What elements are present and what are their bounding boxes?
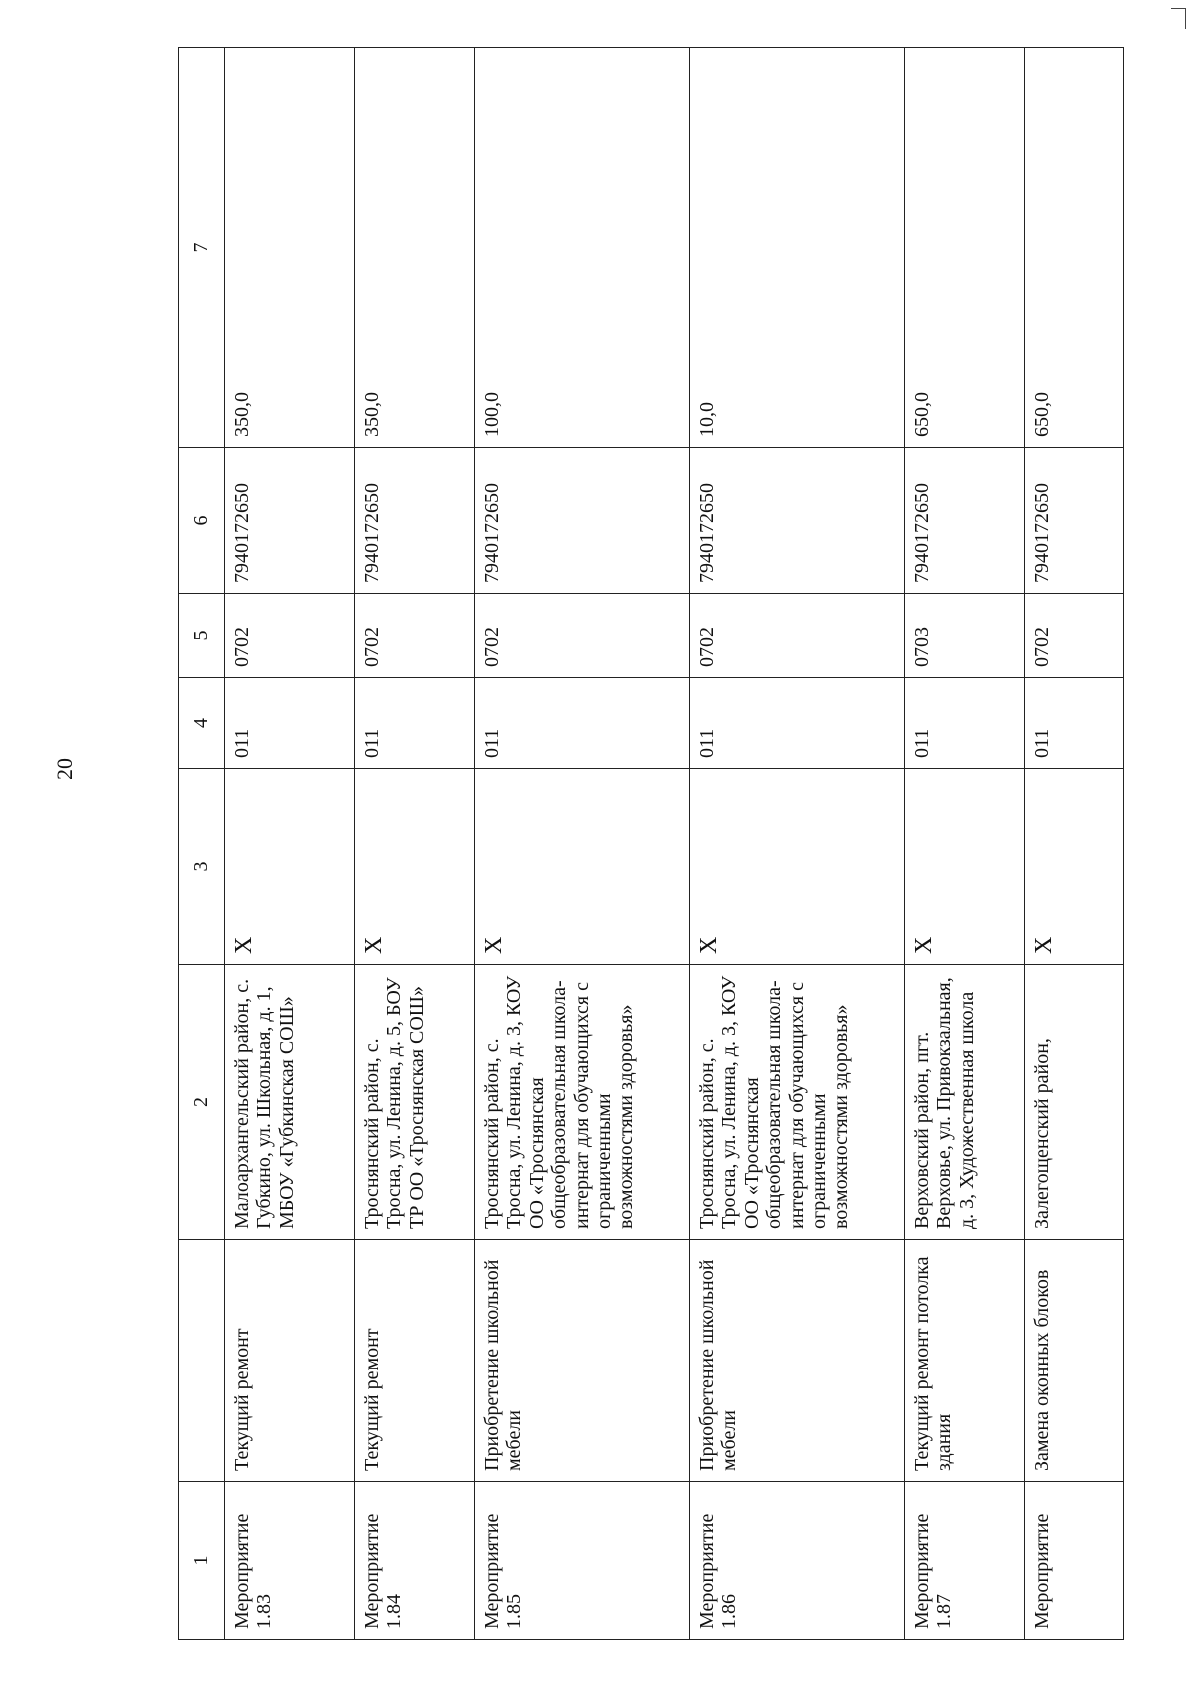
code6-cell: 7940172650 [690,448,905,594]
code5-cell: 0702 [1025,594,1124,678]
code4-cell: 011 [475,678,690,769]
table-row [1025,48,1124,1640]
mark-cell: X [1025,769,1124,965]
location-cell: Троснянский район, с. Тросна, ул. Ленина, д. 5, БОУ ТР ОО «Троснянская СОШ» [355,965,475,1240]
header-cell-3: 3 [179,769,225,965]
table-row [225,48,355,1640]
mark-cell: X [690,769,905,965]
header-cell-1: 1 [179,1482,225,1640]
location-cell: Троснянский район, с. Тросна, ул. Ленина, д. 3, КОУ ОО «Троснянская общеобразовательная школа-интернат для обучающихся с ограниченными возможностями здоровья» [690,965,905,1240]
amount-cell: 100,0 [475,48,690,448]
amount-cell: 650,0 [905,48,1025,448]
code5-cell: 0702 [690,594,905,678]
table-container [178,48,1123,1640]
mark-cell: X [905,769,1025,965]
code6-cell: 7940172650 [225,448,355,594]
amount-cell: 350,0 [355,48,475,448]
description-cell: Текущий ремонт [225,1240,355,1482]
table-row [690,48,905,1640]
page-number: 20 [52,758,77,780]
header-cell-6: 6 [179,448,225,594]
code4-cell: 011 [355,678,475,769]
code6-cell: 7940172650 [905,448,1025,594]
event-cell: Мероприятие 1.87 [905,1482,1025,1640]
location-cell: Верховский район, пгт. Верховье, ул. Привокзальная, д. 3, Художественная школа [905,965,1025,1240]
code5-cell: 0703 [905,594,1025,678]
header-cell-5: 5 [179,594,225,678]
header-cell-1b [179,1240,225,1482]
event-cell: Мероприятие 1.85 [475,1482,690,1640]
code5-cell: 0702 [475,594,690,678]
location-cell: Залегощенский район, [1025,965,1124,1240]
code4-cell: 011 [690,678,905,769]
event-cell: Мероприятие 1.84 [355,1482,475,1640]
location-cell: Троснянский район, с. Тросна, ул. Ленина, д. 3, КОУ ОО «Троснянская общеобразовательная школа-интернат для обучающихся с ограниченными возможностями здоровья» [475,965,690,1240]
description-cell: Приобретение школьной мебели [475,1240,690,1482]
event-cell: Мероприятие 1.86 [690,1482,905,1640]
event-cell: Мероприятие [1025,1482,1124,1640]
code4-cell: 011 [905,678,1025,769]
header-cell-4: 4 [179,678,225,769]
description-cell: Замена оконных блоков [1025,1240,1124,1482]
code5-cell: 0702 [355,594,475,678]
mark-cell: X [225,769,355,965]
code6-cell: 7940172650 [355,448,475,594]
header-cell-7: 7 [179,48,225,448]
mark-cell: X [355,769,475,965]
description-cell: Приобретение школьной мебели [690,1240,905,1482]
table-row [905,48,1025,1640]
corner-mark [1171,8,1186,29]
code4-cell: 011 [225,678,355,769]
amount-cell: 350,0 [225,48,355,448]
description-cell: Текущий ремонт [355,1240,475,1482]
table-row [475,48,690,1640]
table-row [355,48,475,1640]
code5-cell: 0702 [225,594,355,678]
header-row [179,48,225,1640]
mark-cell: X [475,769,690,965]
amount-cell: 10,0 [690,48,905,448]
program-events-table [178,47,1124,1640]
description-cell: Текущий ремонт потолка здания [905,1240,1025,1482]
event-cell: Мероприятие 1.83 [225,1482,355,1640]
location-cell: Малоархангельский район, с. Губкино, ул. Школьная, д. 1, МБОУ «Губкинская СОШ» [225,965,355,1240]
header-cell-2: 2 [179,965,225,1240]
code4-cell: 011 [1025,678,1124,769]
code6-cell: 7940172650 [475,448,690,594]
code6-cell: 7940172650 [1025,448,1124,594]
amount-cell: 650,0 [1025,48,1124,448]
